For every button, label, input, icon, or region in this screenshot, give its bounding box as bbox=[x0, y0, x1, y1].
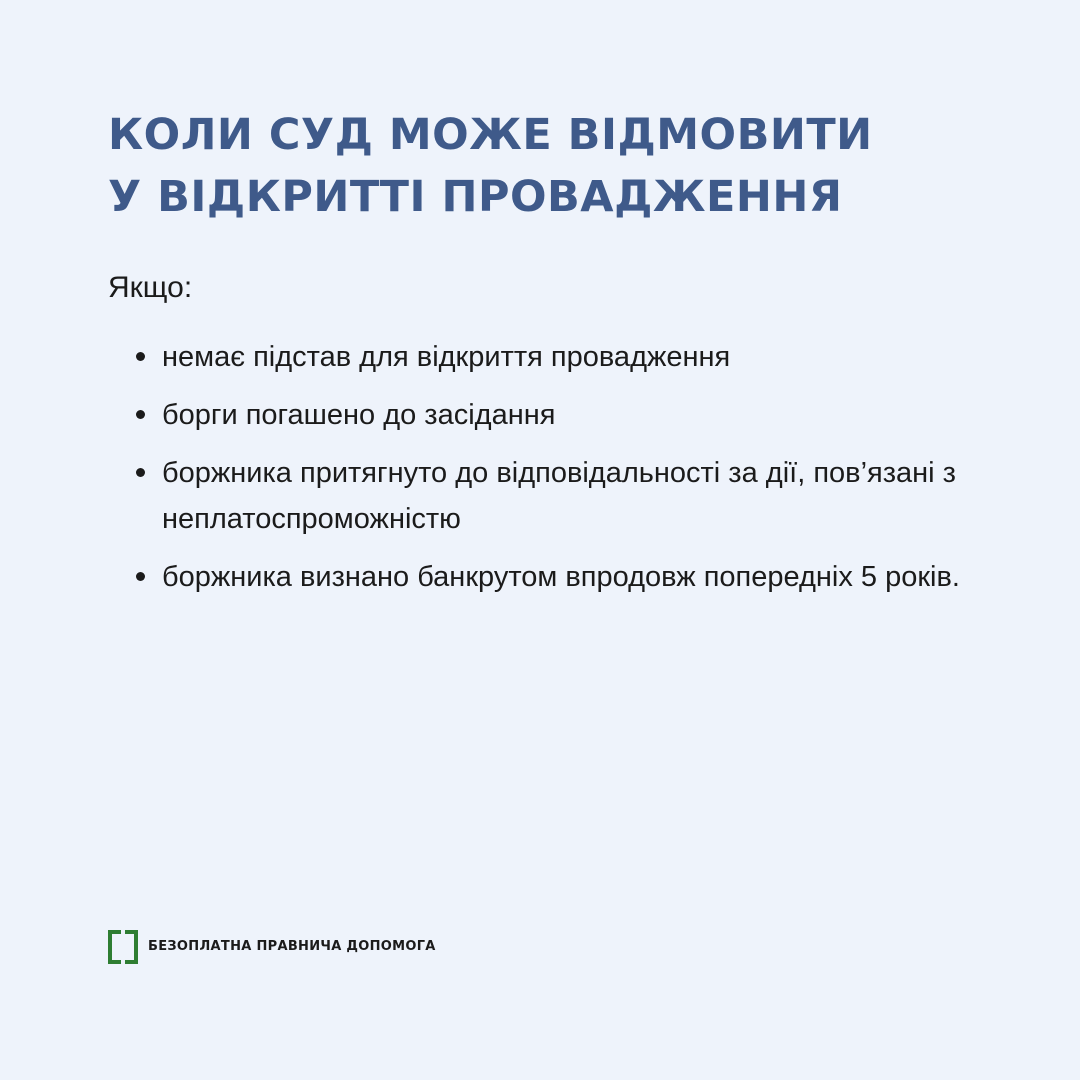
list-item bbox=[136, 554, 996, 600]
conditions-list bbox=[136, 334, 996, 612]
bullet-icon bbox=[136, 572, 145, 581]
footer-logo bbox=[108, 930, 436, 962]
page-title-line-2: У ВІДКРИТТІ ПРОВАДЖЕННЯ bbox=[108, 172, 843, 222]
list-item bbox=[136, 334, 996, 380]
bullet-icon bbox=[136, 468, 145, 477]
organization-name: БЕЗОПЛАТНА ПРАВНИЧА ДОПОМОГА bbox=[148, 938, 436, 954]
list-item-text: боржника визнано банкрутом впродовж попередніх 5 років. bbox=[162, 561, 960, 593]
bracket-logo-icon bbox=[108, 930, 138, 962]
list-item-text: боржника притягнуто до відповідальності за дії, пов’язані з неплатоспроможністю bbox=[162, 457, 956, 535]
bullet-icon bbox=[136, 410, 145, 419]
list-item bbox=[136, 450, 996, 542]
bullet-icon bbox=[136, 352, 145, 361]
intro-text: Якщо: bbox=[108, 271, 193, 304]
page-title-line-1: КОЛИ СУД МОЖЕ ВІДМОВИТИ bbox=[108, 110, 873, 160]
list-item-text: немає підстав для відкриття провадження bbox=[162, 341, 731, 373]
page-title bbox=[108, 104, 873, 228]
right-bracket-icon bbox=[125, 930, 138, 964]
list-item-text: борги погашено до засідання bbox=[162, 399, 556, 431]
left-bracket-icon bbox=[108, 930, 121, 964]
list-item bbox=[136, 392, 996, 438]
